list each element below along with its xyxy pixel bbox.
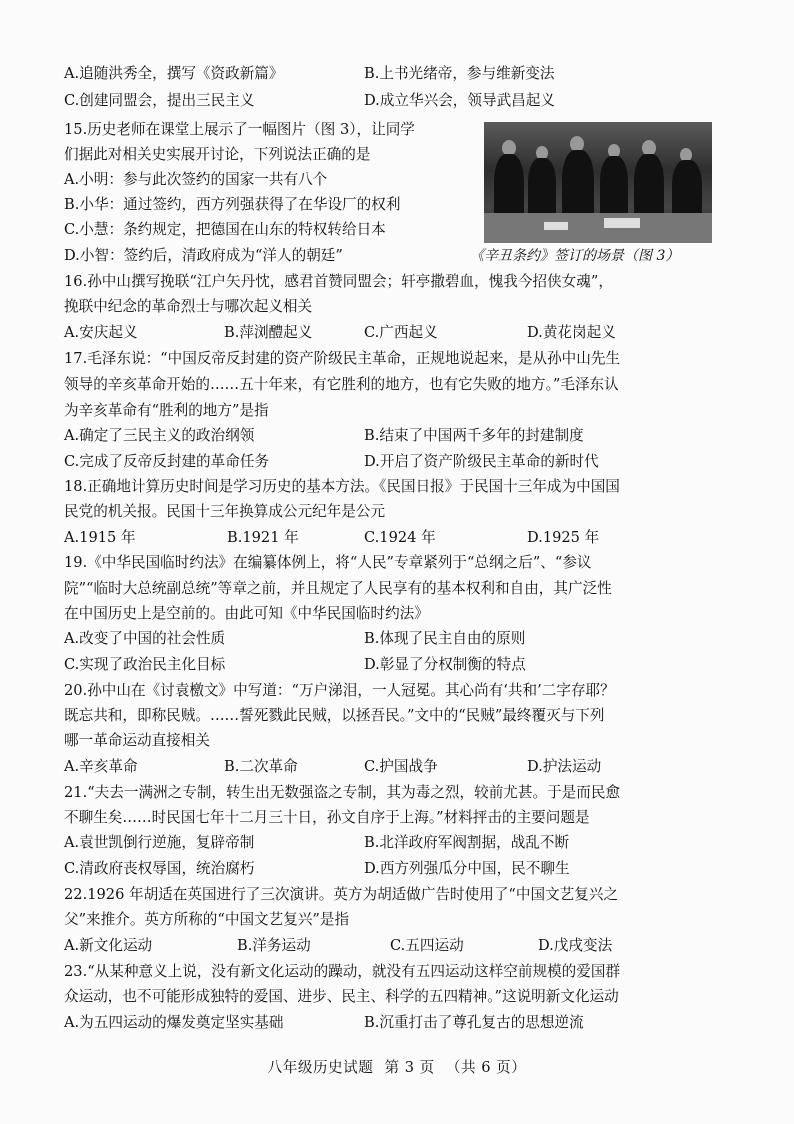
q15-stem-line1: 15.历史老师在课堂上展示了一幅图片（图 3），让同学: [64, 121, 415, 138]
footer-page-number: 第 3 页: [384, 1059, 435, 1076]
q16-option-c: C.广西起义: [364, 324, 438, 341]
q20-option-b: B.二次革命: [224, 758, 298, 775]
q20-option-d: D.护法运动: [527, 758, 602, 775]
q18-option-c: C.1924 年: [364, 529, 436, 546]
q20-option-c: C.护国战争: [364, 758, 438, 775]
q19-stem-line2: 院”“临时大总统副总统”等章之前，并且规定了人民享有的基本权利和自由，其广泛性: [64, 580, 612, 597]
treaty-signing-photo: [484, 122, 712, 243]
q20-stem-line1: 20.孙中山在《讨袁檄文》中写道：“万户涕泪，一人冠冕。其心尚有‘共和’二字存耶？: [64, 682, 615, 699]
q21-option-d: D.西方列强瓜分中国，民不聊生: [364, 860, 570, 877]
q23-stem-line2: 众运动，也不可能形成独特的爱国、进步、民主、科学的五四精神。”这说明新文化运动: [64, 988, 619, 1005]
q15-option-c: C.小慧：条约规定，把德国在山东的特权转给日本: [64, 221, 386, 238]
q14-option-c: C.创建同盟会，提出三民主义: [64, 92, 255, 109]
q23-option-b: B.沉重打击了尊孔复古的思想逆流: [364, 1014, 584, 1031]
q21-option-a: A.袁世凯倒行逆施，复辟帝制: [64, 834, 255, 851]
footer-subject: 八年级历史试题: [267, 1059, 374, 1076]
q21-stem-line1: 21.“夫去一满洲之专制，转生出无数强盗之专制，其为毒之烈，较前尤甚。于是而民愈: [64, 784, 621, 801]
q18-stem-line1: 18.正确地计算历史时间是学习历史的基本方法。《民国日报》于民国十三年成为中国国: [64, 478, 620, 495]
page-footer: [0, 1056, 794, 1077]
q22-option-a: A.新文化运动: [64, 937, 153, 954]
q18-option-b: B.1921 年: [227, 529, 299, 546]
q17-option-b: B.结束了中国两千多年的封建制度: [364, 427, 584, 444]
q17-stem-line3: 为辛亥革命有“胜利的地方”是指: [64, 402, 269, 419]
q17-stem-line2: 领导的辛亥革命开始的……五十年来，有它胜利的地方，也有它失败的地方。”毛泽东认: [64, 376, 619, 393]
q18-option-d: D.1925 年: [527, 529, 600, 546]
q20-stem-line2: 既忘共和，即称民贼。……誓死戮此民贼，以拯吾民。”文中的“民贼”最终覆灭与下列: [64, 707, 605, 724]
q14-option-a: A.追随洪秀全，撰写《资政新篇》: [64, 65, 284, 82]
q20-option-a: A.辛亥革命: [64, 758, 138, 775]
q19-stem-line3: 在中国历史上是空前的。由此可知《中华民国临时约法》: [64, 605, 429, 622]
q20-stem-line3: 哪一革命运动直接相关: [64, 732, 210, 749]
q21-option-c: C.清政府丧权辱国，统治腐朽: [64, 860, 255, 877]
q16-option-b: B.萍浏醴起义: [224, 324, 313, 341]
q21-option-b: B.北洋政府军阀割据，战乱不断: [364, 834, 570, 851]
q15-stem-line2: 们据此对相关史实展开讨论，下列说法正确的是: [64, 146, 371, 163]
q17-option-d: D.开启了资产阶级民主革命的新时代: [364, 453, 599, 470]
q23-stem-line1: 23.“从某种意义上说，没有新文化运动的躁动，就没有五四运动这样空前规模的爱国群: [64, 963, 621, 980]
q19-option-b: B.体现了民主自由的原则: [364, 630, 526, 647]
q18-stem-line2: 民党的机关报。民国十三年换算成公元纪年是公元: [64, 503, 386, 520]
photo-caption: 《辛丑条约》签订的场景（图 3）: [470, 248, 680, 264]
q14-option-b: B.上书光绪帝，参与维新变法: [364, 65, 555, 82]
q22-option-b: B.洋务运动: [237, 937, 311, 954]
q19-option-a: A.改变了中国的社会性质: [64, 630, 226, 647]
q16-stem-line1: 16.孙中山撰写挽联“江户矢丹忱，感君首赞同盟会；轩亭撒碧血，愧我今招侠女魂”，: [64, 273, 613, 290]
q15-option-b: B.小华：通过签约，西方列强获得了在华设厂的权利: [64, 196, 401, 213]
q19-option-d: D.彰显了分权制衡的特点: [364, 656, 526, 673]
q19-stem-line1: 19.《中华民国临时约法》在编纂体例上，将“人民”专章紧列于“总纲之后”、“参议: [64, 554, 592, 571]
q14-option-d: D.成立华兴会，领导武昌起义: [364, 92, 555, 109]
q16-option-d: D.黄花岗起义: [527, 324, 616, 341]
q17-stem-line1: 17.毛泽东说：“中国反帝反封建的资产阶级民主革命，正规地说起来，是从孙中山先生: [64, 350, 621, 367]
footer-total-pages: （共 6 页）: [445, 1059, 527, 1076]
q22-stem-line1: 22.1926 年胡适在英国进行了三次演讲。英方为胡适做广告时使用了“中国文艺复兴之: [64, 886, 619, 903]
q18-option-a: A.1915 年: [64, 529, 136, 546]
q23-option-a: A.为五四运动的爆发奠定坚实基础: [64, 1014, 284, 1031]
q15-option-a: A.小明：参与此次签约的国家一共有八个: [64, 171, 328, 188]
q22-option-c: C.五四运动: [390, 937, 464, 954]
q15-option-d: D.小智：签约后，清政府成为“洋人的朝廷”: [64, 247, 343, 264]
q17-option-c: C.完成了反帝反封建的革命任务: [64, 453, 270, 470]
q16-option-a: A.安庆起义: [64, 324, 138, 341]
q22-stem-line2: 父”来推介。英方所称的“中国文艺复兴”是指: [64, 911, 350, 928]
q16-stem-line2: 挽联中纪念的革命烈士与哪次起义相关: [64, 298, 313, 315]
q17-option-a: A.确定了三民主义的政治纲领: [64, 427, 255, 444]
q22-option-d: D.戊戌变法: [538, 937, 613, 954]
q19-option-c: C.实现了政治民主化目标: [64, 656, 226, 673]
q21-stem-line2: 不聊生矣……时民国七年十二月三十日，孙文自序于上海。”材料抨击的主要问题是: [64, 809, 590, 826]
